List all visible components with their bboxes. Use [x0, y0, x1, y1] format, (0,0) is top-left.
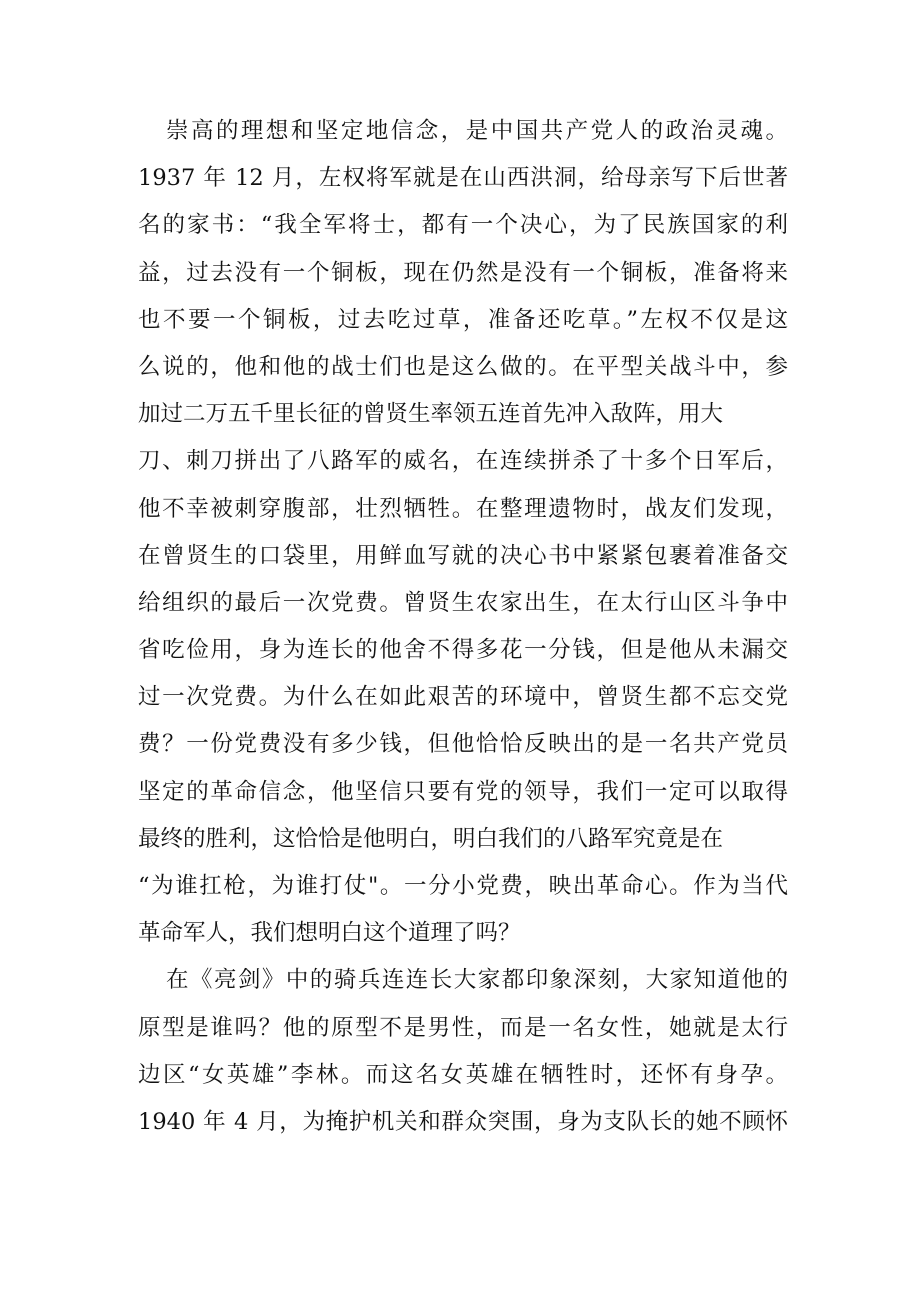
- paragraph-2-line-2: 原型是谁吗？他的原型不是男性，而是一名女性，她就是太行: [138, 1014, 788, 1041]
- paragraph-1-line-10: 在曾贤生的口袋里，用鲜血写就的决心书中紧紧包裹着准备交: [138, 542, 788, 569]
- paragraph-1-line-18: 革命军人，我们想明白这个道理了吗？: [138, 920, 521, 947]
- paragraph-1-line-8: 刀、刺刀拼出了八路军的威名，在连续拼杀了十多个日军后，: [138, 448, 788, 475]
- paragraph-1-line-1: 崇高的理想和坚定地信念，是中国共产党人的政治灵魂。: [166, 118, 788, 144]
- paragraph-1-line-11: 给组织的最后一次党费。曾贤生农家出生，在太行山区斗争中: [138, 589, 788, 616]
- paragraph-2-line-4: 1940 年 4 月，为掩护机关和群众突围，身为支队长的她不顾怀: [138, 1108, 788, 1135]
- paragraph-1-line-7: 加过二万五千里长征的曾贤生率领五连首先冲入敌阵，用大: [138, 401, 724, 428]
- paragraph-1-line-9: 他不幸被刺穿腹部，壮烈牺牲。在整理遗物时，战友们发现，: [138, 495, 788, 522]
- paragraph-1-line-15: 坚定的革命信念，他坚信只要有党的领导，我们一定可以取得: [138, 778, 788, 805]
- paragraph-1-line-6: 么说的，他和他的战士们也是这么做的。在平型关战斗中，参: [138, 353, 788, 380]
- paragraph-1-line-3: 名的家书：“我全军将士，都有一个决心，为了民族国家的利: [138, 212, 788, 239]
- paragraph-1-line-2: 1937 年 12 月，左权将军就是在山西洪洞，给母亲写下后世著: [138, 165, 788, 192]
- paragraph-1-line-12: 省吃俭用，身为连长的他舍不得多花一分钱，但是他从未漏交: [138, 637, 788, 664]
- paragraph-1-line-13: 过一次党费。为什么在如此艰苦的环境中，曾贤生都不忘交党: [138, 684, 788, 711]
- paragraph-1-line-5: 也不要一个铜板，过去吃过草，准备还吃草。”左权不仅是这: [138, 306, 788, 333]
- paragraph-1-line-4: 益，过去没有一个铜板，现在仍然是没有一个铜板，准备将来: [138, 259, 788, 286]
- paragraph-1-line-16: 最终的胜利，这恰恰是他明白，明白我们的八路军究竟是在: [138, 825, 724, 852]
- paragraph-1-line-14: 费？一份党费没有多少钱，但他恰恰反映出的是一名共产党员: [138, 731, 788, 758]
- paragraph-2-line-3: 边区“女英雄”李林。而这名女英雄在牺牲时，还怀有身孕。: [138, 1061, 788, 1088]
- body-text: [138, 108, 788, 1146]
- paragraph-2-line-1: 在《亮剑》中的骑兵连连长大家都印象深刻，大家知道他的: [166, 967, 788, 994]
- paragraph-1-line-17: “为谁扛枪，为谁打仗"。一分小党费，映出革命心。作为当代: [138, 873, 788, 899]
